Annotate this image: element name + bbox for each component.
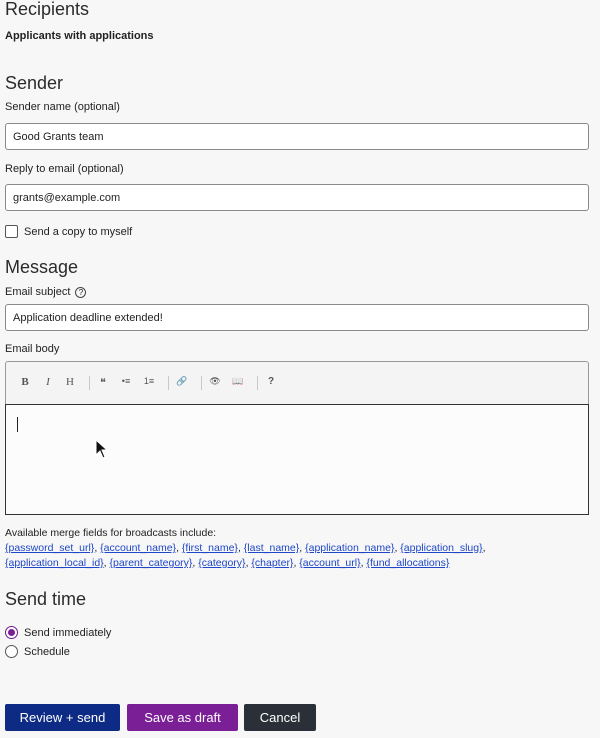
- merge-field-link[interactable]: {application_slug}: [400, 542, 483, 554]
- merge-fields-intro: Available merge fields for broadcasts include:: [5, 527, 217, 539]
- merge-field-link[interactable]: {category}: [198, 557, 246, 569]
- guide-icon[interactable]: 📖: [232, 376, 244, 386]
- merge-field-link[interactable]: {application_name}: [305, 542, 395, 554]
- subject-label-row: [5, 286, 86, 298]
- help-icon[interactable]: ?: [75, 287, 86, 298]
- merge-field-link[interactable]: {account_url}: [299, 557, 361, 569]
- send-immediately-option[interactable]: [5, 626, 111, 639]
- quote-icon[interactable]: ❝: [100, 377, 106, 389]
- mouse-pointer-icon: [95, 439, 109, 459]
- send-immediately-label: Send immediately: [24, 626, 112, 639]
- subject-field[interactable]: [5, 304, 589, 331]
- sender-heading: Sender: [5, 73, 64, 93]
- send-copy-checkbox[interactable]: [5, 225, 18, 238]
- reply-email-label: Reply to email (optional): [5, 163, 124, 175]
- merge-field-link[interactable]: {last_name}: [243, 542, 300, 554]
- link-icon[interactable]: 🔗: [176, 376, 188, 386]
- toolbar-divider: [89, 376, 90, 390]
- editor-toolbar: [5, 361, 589, 404]
- italic-icon[interactable]: I: [46, 376, 50, 388]
- toolbar-divider: [257, 376, 258, 390]
- sender-name-value: Good Grants team: [13, 130, 104, 143]
- body-label: Email body: [5, 343, 60, 355]
- merge-field-link[interactable]: {password_set_url}: [5, 542, 95, 554]
- toolbar-divider: [168, 376, 169, 390]
- message-heading: Message: [5, 257, 79, 277]
- recipients-heading: Recipients: [5, 0, 90, 19]
- bold-icon[interactable]: B: [21, 376, 29, 388]
- sender-name-label: Sender name (optional): [5, 101, 120, 113]
- schedule-option[interactable]: [5, 645, 70, 658]
- reply-email-field[interactable]: [5, 184, 589, 211]
- merge-field-link[interactable]: {first_name}: [181, 542, 238, 554]
- send-copy-row[interactable]: [5, 225, 132, 238]
- send-time-heading: Send time: [5, 589, 87, 609]
- send-immediately-radio[interactable]: [5, 626, 18, 639]
- merge-field-link[interactable]: {chapter}: [251, 557, 294, 569]
- merge-field-link[interactable]: {parent_category}: [109, 557, 193, 569]
- recipients-value: Applicants with applications: [5, 30, 154, 42]
- subject-label: Email subject: [5, 286, 71, 298]
- numbered-list-icon[interactable]: 1≡: [143, 376, 155, 386]
- text-cursor: [17, 417, 18, 432]
- review-send-button[interactable]: Review + send: [5, 704, 120, 731]
- schedule-radio[interactable]: [5, 645, 18, 658]
- help-icon[interactable]: ?: [267, 376, 275, 387]
- cancel-button[interactable]: Cancel: [244, 704, 316, 731]
- subject-value: Application deadline extended!: [13, 311, 163, 324]
- send-copy-label: Send a copy to myself: [24, 225, 133, 238]
- merge-field-link[interactable]: {application_local_id}: [5, 557, 104, 569]
- save-draft-button[interactable]: Save as draft: [127, 704, 238, 731]
- preview-icon[interactable]: 👁: [209, 376, 221, 386]
- merge-field-link[interactable]: {account_name}: [100, 542, 177, 554]
- merge-fields-help: Available merge fields for broadcasts include: {password_set_url}, {account_name}, {first_name}, {last_name}, {application_name}, {application_slug}, {application_local_id}, {parent_category}, {category}, {chapter}, {account_url}, {fund_allocations}: [5, 526, 595, 571]
- email-body-editor[interactable]: [5, 404, 589, 515]
- merge-field-link[interactable]: {fund_allocations}: [366, 557, 450, 569]
- heading-icon[interactable]: H: [66, 376, 74, 388]
- reply-email-value: grants@example.com: [13, 191, 121, 204]
- toolbar-divider: [201, 376, 202, 390]
- bullet-list-icon[interactable]: •≡: [121, 376, 131, 386]
- sender-name-field[interactable]: [5, 123, 589, 150]
- schedule-label: Schedule: [24, 645, 70, 658]
